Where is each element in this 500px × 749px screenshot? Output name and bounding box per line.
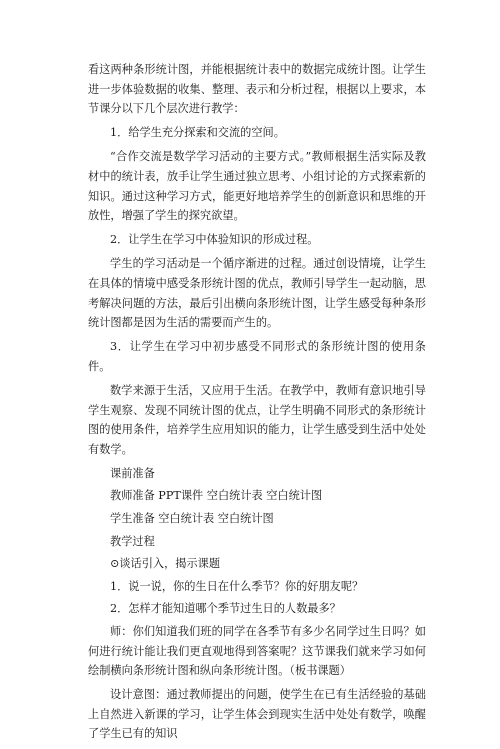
question-1: 1．说一说，你的生日在什么季节？你的好朋友呢？ [110, 579, 364, 593]
paragraph-intro-continued: 看这两种条形统计图，并能根据统计表中的数据完成统计图。让学生进一步体验数据的收集、整理、表示和分析过程，根据以上要求，本节课分以下几个层次进行教学： [88, 63, 426, 116]
question-2: 2．怎样才能知道哪个季节过生日的人数最多？ [110, 602, 341, 616]
list-item-1-heading: 1．给学生充分探索和交流的空间。 [110, 126, 285, 140]
step-heading-intro: ⊙谈话引入，揭示课题 [110, 557, 221, 571]
section-heading-process: 教学过程 [110, 534, 155, 548]
paragraph-math-life: 数学来源于生活，又应用于生活。在教学中，教师有意识地引导学生观察、发现不同统计图的优点，让学生明确不同形式的条形统计图的使用条件，培养学生应用知识的能力，让学生感受到生活中处处有数学。 [88, 383, 426, 456]
paragraph-design-intent: 设计意图：通过教师提出的问题，使学生在已有生活经验的基础上自然进入新课的学习，让学生体会到现实生活中处处有数学，唤醒了学生已有的知识 [88, 688, 426, 741]
student-preparation: 学生准备 空白统计表 空白统计图 [110, 511, 274, 525]
section-heading-preparation: 课前准备 [110, 466, 155, 480]
document-page [88, 60, 426, 749]
paragraph-cooperation: “合作交流是数学学习活动的主要方式。”教师根据生活实际及教材中的统计表，放手让学生通过独立思考、小组讨论的方式探索新的知识。通过这种学习方式，能更好地培养学生的创新意识和思维的开放性，增强了学生的探究欲望。 [88, 150, 426, 223]
teacher-preparation: 教师准备 PPT课件 空白统计表 空白统计图 [110, 489, 323, 503]
list-item-2-heading: 2．让学生在学习中体验知识的形成过程。 [110, 233, 319, 247]
paragraph-learning-process: 学生的学习活动是一个循序渐进的过程。通过创设情境，让学生在具体的情境中感受条形统计图的优点，教师引导学生一起动脑，思考解决问题的方法，最后引出横向条形统计图，让学生感受每种条形统计图都是因为生活的需要而产生的。 [88, 257, 426, 330]
paragraph-teacher-dialogue: 师：你们知道我们班的同学在各季节有多少名同学过生日吗？如何进行统计能让我们更直观地得到答案呢？这节课我们就来学习如何绘制横向条形统计图和纵向条形统计图。（板书课题） [88, 624, 426, 678]
list-item-3-heading: 3．让学生在学习中初步感受不同形式的条形统计图的使用条件。 [88, 340, 426, 373]
